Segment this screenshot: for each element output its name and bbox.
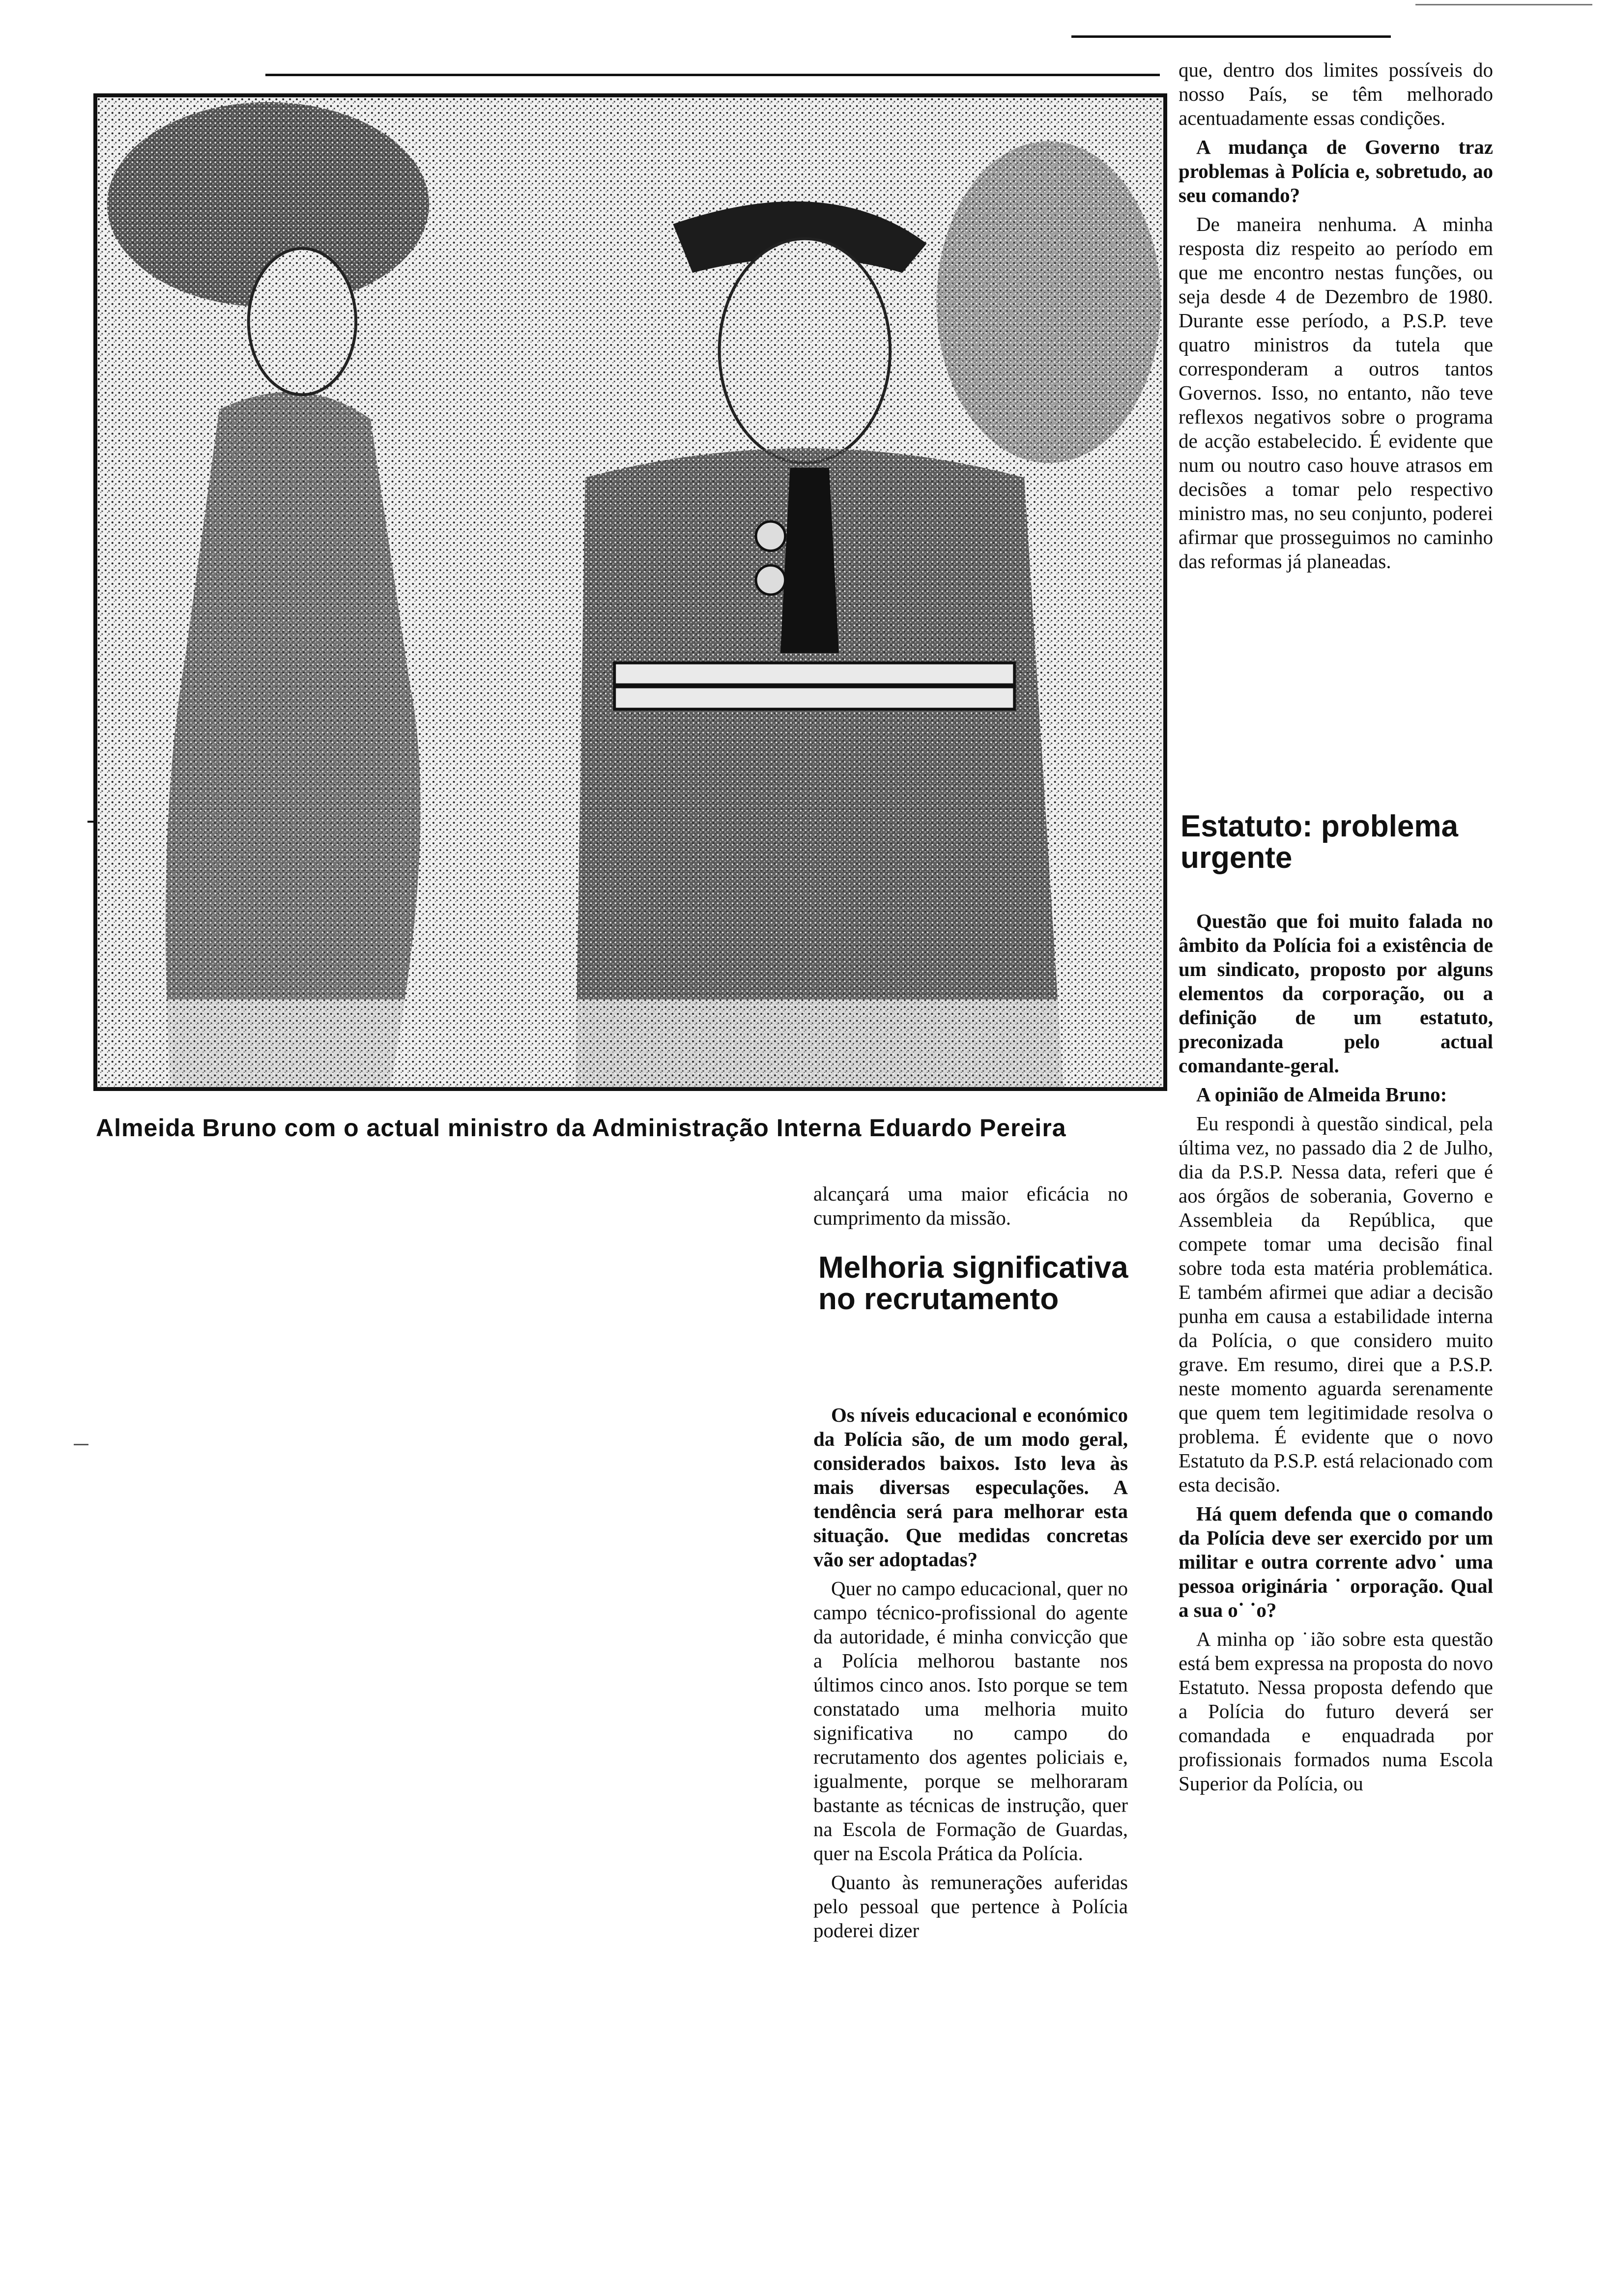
- interview-answer: De maneira nenhuma. A minha resposta diz respeito ao período em que me encontro nestas funções, ou seja desde 4 de Dezembro de 1980. Durante esse período, a P.S.P. teve quatro ministros da tutela que corresponderam a outros tantos Governos. Isso, no entanto, não teve reflexos negativos sobre o programa de acção estabelecido. É evidente que num ou noutro caso houve atrasos em decisões a tomar pelo respectivo ministro mas, no seu conjunto, poderei afirmar que prosseguimos no caminho das reformas já planeadas.: [1179, 213, 1493, 573]
- interview-answer: Eu respondi à questão sindical, pela última vez, no passado dia 2 de Julho, dia da P.S.P. Nessa data, referi que é aos órgãos de soberania, Governo e Assembleia da República, que compete tomar uma decisão final sobre toda esta matéria problemática. E também afirmei que adiar a decisão punha em causa a estabilidade interna da Polícia, o que considero muito grave. Em resumo, direi que a P.S.P. neste momento aguarda serenamente que quem tem legitimidade resolva o problema. É evidente que o novo Estatuto da P.S.P. está relacionado com esta decisão.: [1179, 1112, 1493, 1496]
- middle-column-intro: [813, 1182, 1128, 1235]
- margin-mark-2: [74, 1444, 88, 1445]
- interview-question: Os níveis educacional e económico da Polícia são, de um modo geral, considerados baixos. Isto leva às mais diversas especulações. A tendência será para melhorar esta situação. Que medidas concretas vão ser adoptadas?: [813, 1404, 1128, 1571]
- photo-caption: Almeida Bruno com o actual ministro da Administração Interna Eduardo Pereira: [96, 1114, 1066, 1142]
- interview-answer: Quanto às remunerações auferidas pelo pessoal que pertence à Polícia poderei dizer: [813, 1871, 1128, 1942]
- interview-answer: Quer no campo educacional, quer no campo técnico-profissional do agente da autoridade, é minha convicção que a Polícia melhorou bastante nos últimos cinco anos. Isto porque se tem constatado uma melhoria muito significativa no campo do recrutamento dos agentes policiais e, igualmente, porque se melhoraram bastante as técnicas de instrução, quer na Escola de Formação de Guardas, quer na Escola Prática da Polícia.: [813, 1577, 1128, 1865]
- section-heading-estatuto: Estatuto: problema urgente: [1180, 809, 1458, 875]
- top-rule-long: [1071, 35, 1391, 38]
- right-column-top: [1179, 58, 1493, 578]
- paragraph: alcançará uma maior eficácia no cumprimento da missão.: [813, 1182, 1128, 1229]
- interview-question: Questão que foi muito falada no âmbito da Polícia foi a existência de um sindicato, proposto por alguns elementos da corporação, ou a definição de um estatuto, preconizada pelo actual comandante-geral.: [1179, 910, 1493, 1077]
- section-heading-melhoria: Melhoria significativa no recrutamento: [818, 1251, 1128, 1316]
- interview-question: Há quem defenda que o comando da Polícia deve ser exercido por um militar e outra corrente advo˙ uma pessoa originária ˙ orporação. Qual a sua o˙ ˙o?: [1179, 1502, 1493, 1621]
- photo-top-rule: [265, 74, 1160, 76]
- right-column-bottom: [1179, 909, 1493, 1801]
- photo-illustration: [97, 97, 1163, 1087]
- news-photo: [93, 93, 1167, 1091]
- interview-question-tail: A opinião de Almeida Bruno:: [1196, 1083, 1447, 1106]
- paragraph: que, dentro dos limites possíveis do nosso País, se têm melhorado acentuadamente essas condições.: [1179, 58, 1493, 129]
- middle-column-body: [813, 1403, 1128, 1948]
- interview-question: A mudança de Governo traz problemas à Polícia e, sobretudo, ao seu comando?: [1179, 136, 1493, 206]
- interview-answer: A minha op ˙ião sobre esta questão está bem expressa na proposta do novo Estatuto. Nessa proposta defendo que a Polícia do futuro deverá ser comandada e enquadrada por profissionais formados numa Escola Superior da Polícia, ou: [1179, 1628, 1493, 1795]
- top-rule-short: [1415, 4, 1592, 5]
